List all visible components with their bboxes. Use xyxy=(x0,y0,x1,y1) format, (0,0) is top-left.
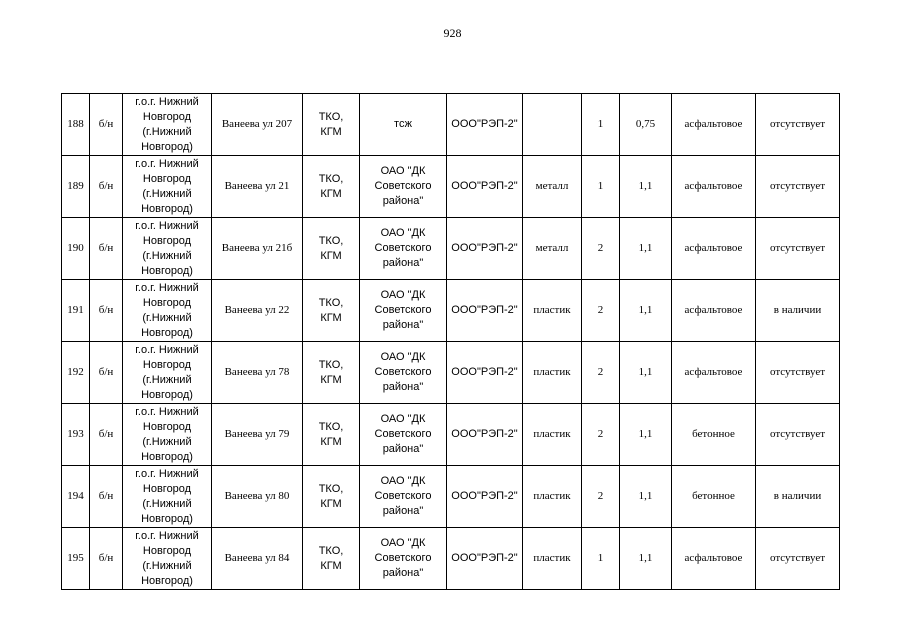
cell-owner-line: Советского xyxy=(374,304,432,316)
cell-waste-type-line: ТКО, xyxy=(318,296,344,309)
cell-owner xyxy=(360,342,447,404)
cell-bn: б/н xyxy=(90,218,123,280)
cell-locality-line: (г.Нижний xyxy=(142,311,192,324)
cell-surface: асфальтовое xyxy=(672,280,756,342)
cell-operator: ООО"РЭП-2" xyxy=(447,342,523,404)
cell-number: 194 xyxy=(62,466,90,528)
cell-owner-line: района" xyxy=(382,567,424,579)
table-row xyxy=(62,342,840,404)
cell-number: 193 xyxy=(62,404,90,466)
cell-locality-line: (г.Нижний xyxy=(142,125,192,138)
cell-owner xyxy=(360,156,447,218)
cell-locality-line: г.о.г. Нижний xyxy=(135,219,199,232)
cell-locality-line: г.о.г. Нижний xyxy=(135,405,199,418)
cell-locality-line: г.о.г. Нижний xyxy=(135,343,199,356)
cell-bn: б/н xyxy=(90,94,123,156)
cell-container-material: пластик xyxy=(523,528,582,590)
cell-capacity: 1,1 xyxy=(620,528,672,590)
cell-address: Ванеева ул 78 xyxy=(212,342,303,404)
cell-container-count: 2 xyxy=(582,280,620,342)
cell-fence: в наличии xyxy=(756,466,840,528)
table-row xyxy=(62,156,840,218)
cell-operator: ООО"РЭП-2" xyxy=(447,218,523,280)
cell-locality-line: Новгород) xyxy=(141,450,193,463)
cell-bn: б/н xyxy=(90,466,123,528)
cell-bn: б/н xyxy=(90,280,123,342)
cell-locality-line: Новгород xyxy=(142,234,192,247)
cell-container-count: 1 xyxy=(582,528,620,590)
cell-locality-line: Новгород) xyxy=(141,512,193,525)
cell-bn: б/н xyxy=(90,156,123,218)
table-row xyxy=(62,466,840,528)
cell-waste-type xyxy=(303,404,360,466)
cell-capacity: 1,1 xyxy=(620,466,672,528)
cell-waste-type-line: КГМ xyxy=(320,187,342,200)
cell-locality xyxy=(123,218,212,280)
cell-bn: б/н xyxy=(90,404,123,466)
cell-container-count: 2 xyxy=(582,404,620,466)
table-row xyxy=(62,94,840,156)
cell-bn: б/н xyxy=(90,528,123,590)
cell-fence: в наличии xyxy=(756,280,840,342)
cell-waste-type xyxy=(303,342,360,404)
cell-owner-line: Советского xyxy=(374,428,432,440)
cell-capacity: 1,1 xyxy=(620,280,672,342)
cell-number: 192 xyxy=(62,342,90,404)
cell-owner-line: ОАО "ДК xyxy=(380,475,426,487)
cell-locality xyxy=(123,156,212,218)
cell-surface: асфальтовое xyxy=(672,94,756,156)
cell-locality-line: (г.Нижний xyxy=(142,249,192,262)
cell-owner-line: ОАО "ДК xyxy=(380,537,426,549)
cell-number: 190 xyxy=(62,218,90,280)
cell-locality-line: Новгород) xyxy=(141,388,193,401)
cell-address: Ванеева ул 21 xyxy=(212,156,303,218)
cell-owner-line: района" xyxy=(382,319,424,331)
cell-owner-line: района" xyxy=(382,195,424,207)
cell-owner xyxy=(360,218,447,280)
cell-waste-type-line: КГМ xyxy=(320,559,342,572)
cell-operator: ООО"РЭП-2" xyxy=(447,466,523,528)
registry-table xyxy=(61,93,840,590)
cell-address: Ванеева ул 80 xyxy=(212,466,303,528)
cell-waste-type-line: КГМ xyxy=(320,435,342,448)
cell-locality-line: (г.Нижний xyxy=(142,497,192,510)
cell-capacity: 1,1 xyxy=(620,342,672,404)
cell-container-count: 2 xyxy=(582,218,620,280)
cell-address: Ванеева ул 84 xyxy=(212,528,303,590)
cell-locality-line: (г.Нижний xyxy=(142,373,192,386)
cell-container-material: пластик xyxy=(523,466,582,528)
cell-locality-line: (г.Нижний xyxy=(142,435,192,448)
cell-owner-line: ОАО "ДК xyxy=(380,227,426,239)
cell-owner xyxy=(360,94,447,156)
cell-owner-line: района" xyxy=(382,443,424,455)
cell-locality xyxy=(123,342,212,404)
cell-locality-line: Новгород) xyxy=(141,264,193,277)
cell-locality xyxy=(123,528,212,590)
cell-waste-type xyxy=(303,156,360,218)
cell-owner xyxy=(360,280,447,342)
cell-container-material: металл xyxy=(523,156,582,218)
cell-owner-line: ОАО "ДК xyxy=(380,351,426,363)
cell-fence: отсутствует xyxy=(756,218,840,280)
cell-locality xyxy=(123,466,212,528)
cell-locality-line: (г.Нижний xyxy=(142,559,192,572)
cell-address: Ванеева ул 79 xyxy=(212,404,303,466)
cell-surface: асфальтовое xyxy=(672,156,756,218)
page-number: 928 xyxy=(443,26,462,40)
cell-container-material xyxy=(523,94,582,156)
cell-owner-line: Советского xyxy=(374,490,432,502)
cell-operator: ООО"РЭП-2" xyxy=(447,528,523,590)
cell-fence: отсутствует xyxy=(756,404,840,466)
cell-owner-line: ОАО "ДК xyxy=(380,289,426,301)
cell-capacity: 1,1 xyxy=(620,156,672,218)
cell-surface: асфальтовое xyxy=(672,218,756,280)
cell-locality-line: Новгород) xyxy=(141,326,193,339)
cell-container-count: 2 xyxy=(582,466,620,528)
cell-owner-line: района" xyxy=(382,381,424,393)
cell-capacity: 1,1 xyxy=(620,404,672,466)
cell-fence: отсутствует xyxy=(756,342,840,404)
cell-number: 189 xyxy=(62,156,90,218)
cell-operator: ООО"РЭП-2" xyxy=(447,280,523,342)
cell-waste-type-line: ТКО, xyxy=(318,172,344,185)
table-row xyxy=(62,528,840,590)
cell-owner-line: тсж xyxy=(394,118,412,130)
cell-owner xyxy=(360,528,447,590)
cell-waste-type xyxy=(303,528,360,590)
cell-locality-line: Новгород xyxy=(142,172,192,185)
cell-container-count: 1 xyxy=(582,156,620,218)
cell-waste-type xyxy=(303,218,360,280)
cell-waste-type-line: КГМ xyxy=(320,497,342,510)
cell-owner-line: ОАО "ДК xyxy=(380,165,426,177)
cell-waste-type-line: ТКО, xyxy=(318,234,344,247)
cell-locality-line: г.о.г. Нижний xyxy=(135,529,199,542)
table-row xyxy=(62,404,840,466)
cell-waste-type xyxy=(303,94,360,156)
cell-operator: ООО"РЭП-2" xyxy=(447,404,523,466)
cell-locality-line: Новгород xyxy=(142,110,192,123)
cell-locality-line: Новгород xyxy=(142,482,192,495)
cell-address: Ванеева ул 207 xyxy=(212,94,303,156)
cell-owner-line: района" xyxy=(382,257,424,269)
cell-surface: бетонное xyxy=(672,404,756,466)
registry-body xyxy=(62,94,840,590)
cell-owner-line: Советского xyxy=(374,366,432,378)
cell-locality-line: г.о.г. Нижний xyxy=(135,95,199,108)
cell-waste-type-line: КГМ xyxy=(320,311,342,324)
cell-bn: б/н xyxy=(90,342,123,404)
cell-container-material: пластик xyxy=(523,342,582,404)
cell-surface: асфальтовое xyxy=(672,342,756,404)
cell-address: Ванеева ул 21б xyxy=(212,218,303,280)
cell-locality xyxy=(123,280,212,342)
cell-locality-line: Новгород) xyxy=(141,574,193,587)
cell-owner-line: Советского xyxy=(374,180,432,192)
cell-number: 195 xyxy=(62,528,90,590)
cell-owner-line: Советского xyxy=(374,552,432,564)
cell-locality-line: г.о.г. Нижний xyxy=(135,157,199,170)
cell-waste-type-line: ТКО, xyxy=(318,110,344,123)
cell-locality-line: Новгород xyxy=(142,420,192,433)
cell-waste-type-line: ТКО, xyxy=(318,544,344,557)
table-row xyxy=(62,280,840,342)
cell-number: 188 xyxy=(62,94,90,156)
cell-locality-line: г.о.г. Нижний xyxy=(135,467,199,480)
cell-owner xyxy=(360,466,447,528)
cell-locality-line: Новгород) xyxy=(141,202,193,215)
cell-container-count: 2 xyxy=(582,342,620,404)
cell-waste-type-line: ТКО, xyxy=(318,358,344,371)
cell-locality-line: г.о.г. Нижний xyxy=(135,281,199,294)
cell-capacity: 1,1 xyxy=(620,218,672,280)
cell-operator: ООО"РЭП-2" xyxy=(447,94,523,156)
cell-fence: отсутствует xyxy=(756,156,840,218)
cell-surface: асфальтовое xyxy=(672,528,756,590)
cell-container-material: пластик xyxy=(523,404,582,466)
cell-waste-type-line: КГМ xyxy=(320,373,342,386)
cell-fence: отсутствует xyxy=(756,528,840,590)
cell-locality xyxy=(123,94,212,156)
cell-owner-line: района" xyxy=(382,505,424,517)
cell-container-count: 1 xyxy=(582,94,620,156)
cell-container-material: металл xyxy=(523,218,582,280)
cell-fence: отсутствует xyxy=(756,94,840,156)
cell-surface: бетонное xyxy=(672,466,756,528)
cell-locality-line: (г.Нижний xyxy=(142,187,192,200)
cell-locality xyxy=(123,404,212,466)
cell-operator: ООО"РЭП-2" xyxy=(447,156,523,218)
table-row xyxy=(62,218,840,280)
cell-locality-line: Новгород xyxy=(142,358,192,371)
cell-owner xyxy=(360,404,447,466)
cell-owner-line: ОАО "ДК xyxy=(380,413,426,425)
cell-waste-type-line: ТКО, xyxy=(318,482,344,495)
cell-waste-type-line: КГМ xyxy=(320,249,342,262)
cell-capacity: 0,75 xyxy=(620,94,672,156)
cell-locality-line: Новгород xyxy=(142,296,192,309)
cell-waste-type xyxy=(303,466,360,528)
cell-waste-type xyxy=(303,280,360,342)
cell-number: 191 xyxy=(62,280,90,342)
cell-owner-line: Советского xyxy=(374,242,432,254)
cell-waste-type-line: ТКО, xyxy=(318,420,344,433)
cell-address: Ванеева ул 22 xyxy=(212,280,303,342)
cell-locality-line: Новгород xyxy=(142,544,192,557)
cell-container-material: пластик xyxy=(523,280,582,342)
cell-locality-line: Новгород) xyxy=(141,140,193,153)
cell-waste-type-line: КГМ xyxy=(320,125,342,138)
